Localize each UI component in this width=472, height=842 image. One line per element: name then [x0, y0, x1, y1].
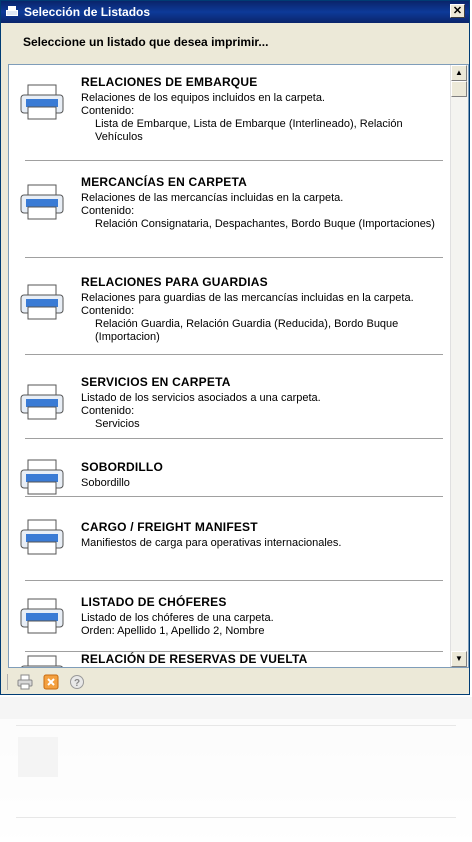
- item-description: Relaciones de las mercancías incluidas en la carpeta.: [81, 192, 344, 204]
- separator: [25, 160, 443, 161]
- content-label: Contenido:: [81, 305, 135, 317]
- help-icon: [69, 674, 85, 690]
- cancel-button[interactable]: [42, 673, 60, 691]
- bottom-toolbar: [1, 671, 469, 693]
- content-label: Contenido:: [81, 105, 135, 117]
- toolbar-grip: [7, 674, 8, 690]
- window-reflection: [0, 697, 472, 842]
- item-title: LISTADO DE CHÓFERES: [81, 595, 227, 609]
- item-order: Orden: Apellido 1, Apellido 2, Nombre: [81, 625, 265, 637]
- printer-icon: [18, 597, 66, 637]
- item-title: MERCANCÍAS EN CARPETA: [81, 175, 247, 189]
- list-item-mercancias[interactable]: [9, 175, 451, 265]
- printer-icon: [18, 383, 66, 423]
- item-description: Manifiestos de carga para operativas internacionales.: [81, 537, 342, 549]
- printer-icon: [18, 283, 66, 323]
- close-icon: [43, 674, 59, 690]
- window-title: Selección de Listados: [24, 5, 151, 19]
- help-button[interactable]: [68, 673, 86, 691]
- separator: [25, 354, 443, 355]
- header-prompt: Seleccione un listado que desea imprimir...: [1, 23, 469, 61]
- item-content: Lista de Embarque, Lista de Embarque (Interlineado), Relación Vehículos: [95, 118, 403, 143]
- list-item-embarque[interactable]: [9, 75, 451, 165]
- item-content: Servicios: [95, 418, 140, 430]
- separator: [25, 438, 443, 439]
- separator: [25, 496, 443, 497]
- svg-text:?: ?: [73, 678, 81, 689]
- printer-icon: [18, 83, 66, 123]
- list-viewport: [9, 65, 451, 667]
- item-description: Listado de los servicios asociados a una carpeta.: [81, 392, 321, 404]
- list-item-choferes[interactable]: [9, 595, 451, 655]
- content-label: Contenido:: [81, 205, 135, 217]
- printer-icon: [18, 518, 66, 558]
- reflection-graphic: [0, 697, 472, 842]
- scroll-thumb[interactable]: [451, 81, 467, 97]
- item-description: Relaciones para guardias de las mercancías incluidas en la carpeta.: [81, 292, 414, 304]
- print-button[interactable]: [16, 673, 34, 691]
- separator: [25, 257, 443, 258]
- listados-list: [8, 64, 469, 668]
- item-title: RELACIÓN DE RESERVAS DE VUELTA: [81, 652, 308, 666]
- item-content: Relación Consignataria, Despachantes, Bordo Buque (Importaciones): [95, 218, 435, 230]
- close-window-button[interactable]: ✕: [450, 4, 465, 18]
- printer-icon: [18, 458, 66, 498]
- list-item-reservas-vuelta[interactable]: [9, 652, 451, 667]
- printer-icon: [5, 6, 19, 18]
- item-title: CARGO / FREIGHT MANIFEST: [81, 520, 258, 534]
- title-bar: [1, 1, 469, 23]
- printer-icon: [18, 654, 66, 667]
- item-title: RELACIONES PARA GUARDIAS: [81, 275, 268, 289]
- list-item-cargo-manifest[interactable]: [9, 520, 451, 595]
- item-title: SERVICIOS EN CARPETA: [81, 375, 231, 389]
- item-title: SOBORDILLO: [81, 460, 163, 474]
- item-content: Relación Guardia, Relación Guardia (Reducida), Bordo Buque (Importacion): [95, 318, 399, 343]
- separator: [25, 580, 443, 581]
- list-item-guardias[interactable]: [9, 275, 451, 370]
- content-label: Contenido:: [81, 405, 135, 417]
- item-description: Sobordillo: [81, 477, 130, 489]
- item-title: RELACIONES DE EMBARQUE: [81, 75, 258, 89]
- item-description: Relaciones de los equipos incluidos en la carpeta.: [81, 92, 325, 104]
- scroll-down-button[interactable]: ▼: [451, 651, 467, 667]
- scroll-up-button[interactable]: ▲: [451, 65, 467, 81]
- print-icon: [17, 674, 33, 690]
- item-description: Listado de los chóferes de una carpeta.: [81, 612, 274, 624]
- vertical-scrollbar[interactable]: [450, 65, 468, 667]
- printer-icon: [18, 183, 66, 223]
- list-item-sobordillo[interactable]: [9, 460, 451, 510]
